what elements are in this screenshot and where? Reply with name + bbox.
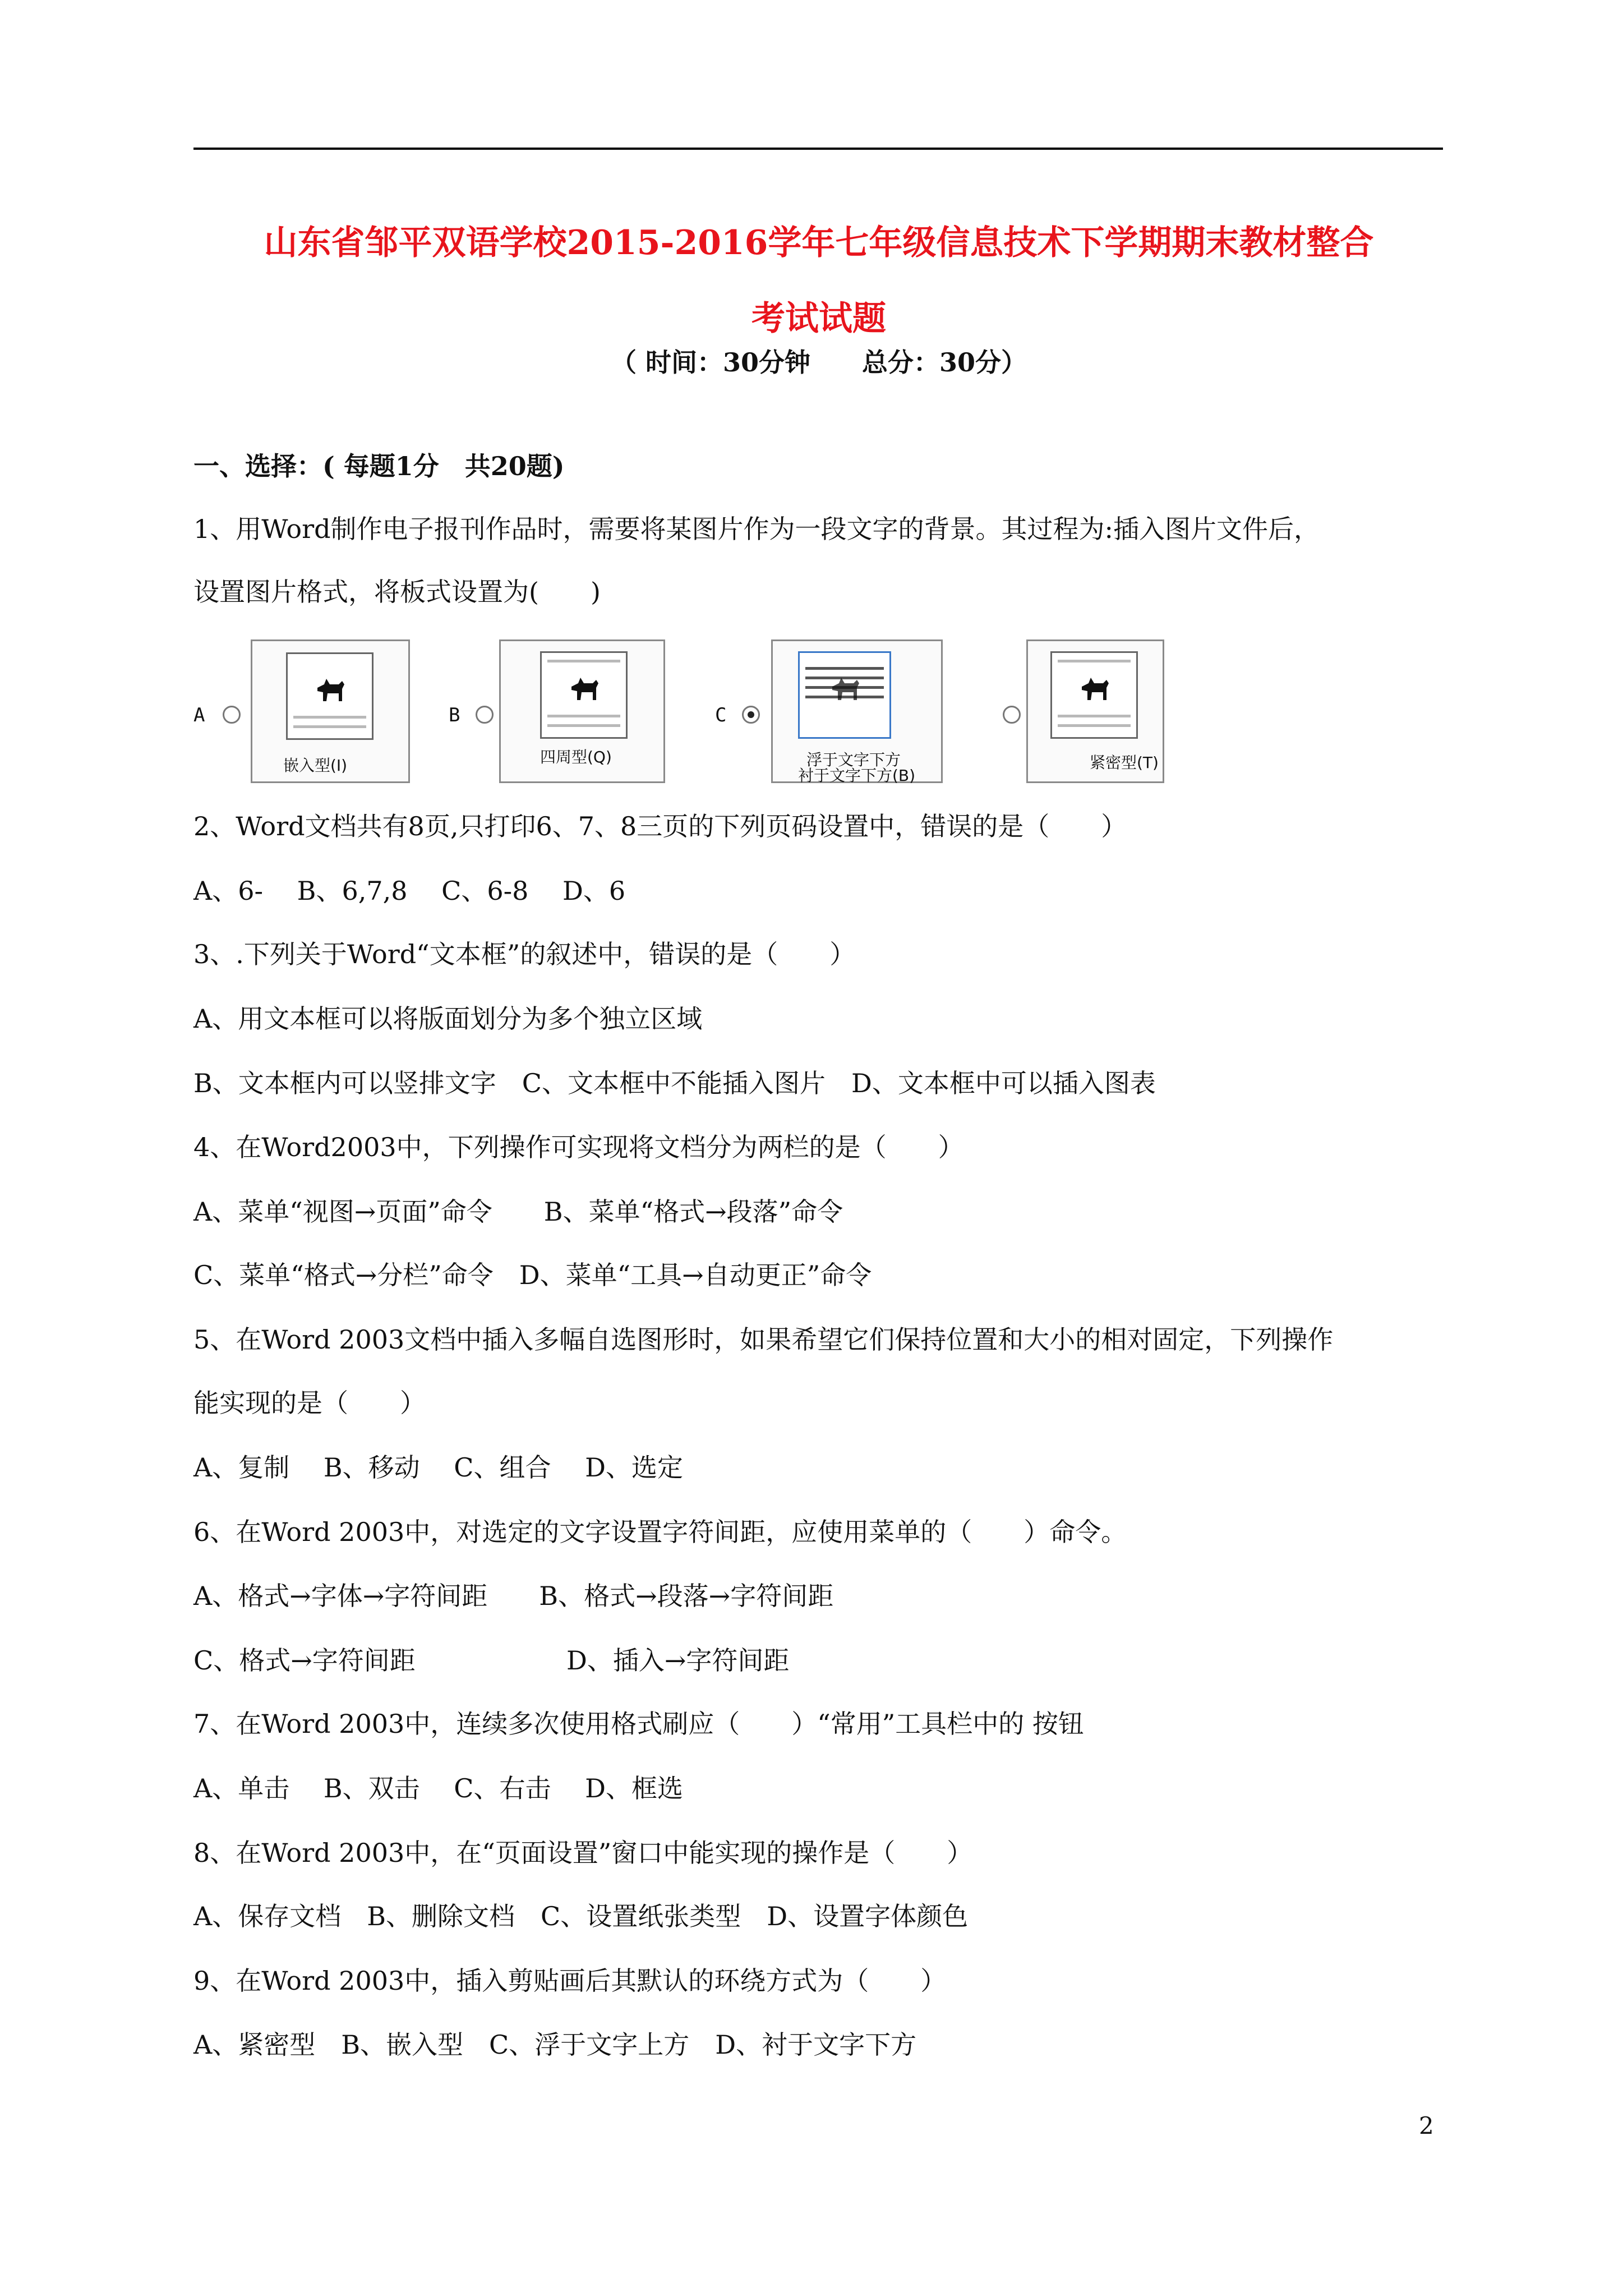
q6-stem: 6、在Word 2003中，对选定的文字设置字符间距，应使用菜单的（ ）命令。 xyxy=(193,1517,1127,1547)
q4-options-ab: A、菜单“视图→页面”命令 B、菜单“格式→段落”命令 xyxy=(193,1197,843,1227)
q1-option-b[interactable] xyxy=(449,639,662,780)
q5-options: A、复制 B、移动 C、组合 D、选定 xyxy=(193,1452,683,1483)
page-number: 2 xyxy=(1419,2112,1434,2139)
q8-stem: 8、在Word 2003中，在“页面设置”窗口中能实现的操作是（ ） xyxy=(193,1838,973,1868)
radio-icon[interactable] xyxy=(223,706,241,724)
square-layout-thumbnail xyxy=(540,651,628,739)
dog-icon xyxy=(567,675,601,706)
wrap-style-panel xyxy=(1026,639,1164,783)
option-caption-overlap: 浮于文字下方 xyxy=(806,751,901,769)
q5-stem-2: 能实现的是（ ） xyxy=(193,1388,426,1418)
title-line-1: 山东省邹平双语学校2015-2016学年七年级信息技术下学期期末教材整合 xyxy=(264,223,1374,263)
tight-layout-thumbnail xyxy=(1050,651,1138,739)
q6-option-d: D、插入→字符间距 xyxy=(566,1645,790,1676)
q4-options-cd: C、菜单“格式→分栏”命令 D、菜单“工具→自动更正”命令 xyxy=(193,1260,872,1290)
section-heading: 一、选择：( 每题1分 共20题) xyxy=(193,451,565,481)
option-letter: A xyxy=(193,704,205,726)
q3-stem: 3、.下列关于Word“文本框”的叙述中，错误的是（ ） xyxy=(193,939,856,969)
exam-subtitle: （ 时间：30分钟 总分：30分） xyxy=(610,347,1027,378)
q4-stem: 4、在Word2003中，下列操作可实现将文档分为两栏的是（ ） xyxy=(193,1132,964,1162)
dog-icon xyxy=(1077,675,1111,706)
title-line-2: 考试试题 xyxy=(751,299,886,338)
wrap-style-panel xyxy=(251,639,410,783)
q9-stem: 9、在Word 2003中，插入剪贴画后其默认的环绕方式为（ ） xyxy=(193,1966,947,1996)
radio-icon[interactable] xyxy=(1003,706,1021,724)
dog-icon xyxy=(313,677,347,707)
q9-options: A、紧密型 B、嵌入型 C、浮于文字上方 D、衬于文字下方 xyxy=(193,2030,917,2060)
q2-stem: 2、Word文档共有8页,只打印6、7、8三页的下列页码设置中，错误的是（ ） xyxy=(193,811,1127,841)
option-letter: C xyxy=(715,704,727,726)
wrap-style-panel xyxy=(771,639,943,783)
q1-line-1: 1、用Word制作电子报刊作品时，需要将某图片作为一段文字的背景。其过程为:插入图片文件后， xyxy=(193,514,1320,544)
q3-option-a: A、用文本框可以将版面划分为多个独立区域 xyxy=(193,1004,703,1034)
option-caption: 衬于文字下方(B) xyxy=(798,766,916,785)
q1-option-c[interactable] xyxy=(715,639,939,785)
radio-icon[interactable] xyxy=(476,706,494,724)
q8-options: A、保存文档 B、删除文档 C、设置纸张类型 D、设置字体颜色 xyxy=(193,1901,969,1931)
option-caption: 嵌入型(I) xyxy=(283,756,348,775)
q1-line-2: 设置图片格式，将板式设置为( ) xyxy=(193,577,601,607)
option-letter: B xyxy=(449,704,460,726)
q1-option-d[interactable] xyxy=(993,639,1161,780)
inline-layout-thumbnail xyxy=(286,652,374,740)
q7-stem: 7、在Word 2003中，连续多次使用格式刷应（ ）“常用”工具栏中的 按钮 xyxy=(193,1709,1084,1739)
q3-options-bcd: B、文本框内可以竖排文字 C、文本框中不能插入图片 D、文本框中可以插入图表 xyxy=(193,1068,1156,1098)
q6-options-ab: A、格式→字体→字符间距 B、格式→段落→字符间距 xyxy=(193,1581,834,1611)
option-caption: 四周型(Q) xyxy=(540,748,612,766)
header-rule xyxy=(193,148,1443,150)
radio-selected-icon[interactable] xyxy=(742,706,760,724)
wrap-style-panel xyxy=(499,639,665,783)
q1-option-a[interactable] xyxy=(193,639,407,780)
q2-options: A、6- B、6,7,8 C、6-8 D、6 xyxy=(193,876,626,906)
q7-options: A、单击 B、双击 C、右击 D、框选 xyxy=(193,1773,683,1803)
option-caption: 紧密型(T) xyxy=(1090,753,1159,772)
q5-stem-1: 5、在Word 2003文档中插入多幅自选图形时，如果希望它们保持位置和大小的相对固定，下列操作 xyxy=(193,1324,1334,1355)
dog-icon xyxy=(828,675,861,706)
behind-text-thumbnail xyxy=(798,651,891,739)
q6-option-c: C、格式→字符间距 xyxy=(193,1645,416,1676)
